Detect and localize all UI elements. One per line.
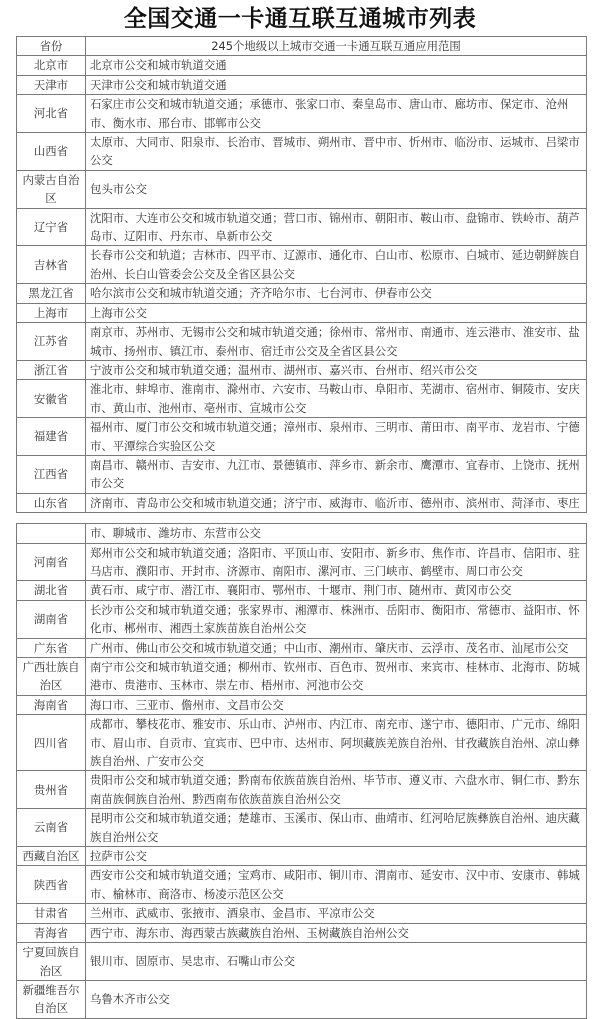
table-row — [17, 493, 587, 512]
province-cell: 山西省 — [17, 133, 86, 171]
table-row — [17, 56, 587, 75]
province-cell: 河北省 — [17, 95, 86, 133]
scope-cell: 乌鲁木齐市公交 — [86, 980, 587, 1018]
table-row — [17, 866, 587, 904]
scope-cell: 天津市公交和城市轨道交通 — [86, 75, 587, 94]
scope-cell: 包头市公交 — [86, 170, 587, 208]
scope-cell: 西安市公交和城市轨道交通；宝鸡市、咸阳市、铜川市、渭南市、延安市、汉中市、安康市、韩城市、榆林市、商洛市、杨凌示范区公交 — [86, 866, 587, 904]
scope-cell: 海口市、三亚市、儋州市、文昌市公交 — [86, 695, 587, 714]
table-row — [17, 809, 587, 847]
table-row — [17, 715, 587, 771]
table-row — [17, 95, 587, 133]
table-row — [17, 455, 587, 493]
table-row — [17, 904, 587, 923]
scope-cell: 上海市公交 — [86, 303, 587, 322]
table-row — [17, 847, 587, 866]
province-cell: 吉林省 — [17, 246, 86, 284]
table-row — [17, 638, 587, 657]
scope-cell: 兰州市、武威市、张掖市、酒泉市、金昌市、平凉市公交 — [86, 904, 587, 923]
scope-cell: 淮北市、蚌埠市、淮南市、滁州市、六安市、马鞍山市、阜阳市、芜湖市、宿州市、铜陵市、安庆市、黄山市、池州市、亳州市、宣城市公交 — [86, 380, 587, 418]
province-cell: 黑龙江省 — [17, 284, 86, 303]
table-row — [17, 771, 587, 809]
city-table-part-1 — [16, 36, 587, 513]
scope-cell: 黄石市、咸宁市、潜江市、襄阳市、鄂州市、十堰市、荆门市、随州市、黄冈市公交 — [86, 581, 587, 600]
scope-cell: 宁波市公交和城市轨道交通；温州市、湖州市、嘉兴市、台州市、绍兴市公交 — [86, 360, 587, 379]
province-cell: 河南省 — [17, 543, 86, 581]
city-table-part-2 — [16, 523, 587, 1019]
province-cell: 西藏自治区 — [17, 847, 86, 866]
header-province: 省份 — [17, 37, 86, 56]
province-cell: 海南省 — [17, 695, 86, 714]
table-row — [17, 284, 587, 303]
scope-cell: 长春市公交和轨道；吉林市、四平市、辽源市、通化市、白山市、松原市、白城市、延边朝鲜族自治州、长白山管委会公交及全省区县公交 — [86, 246, 587, 284]
table-row — [17, 600, 587, 638]
table-row — [17, 980, 587, 1018]
table-row — [17, 543, 587, 581]
table-row — [17, 658, 587, 696]
scope-cell: 福州市、厦门市公交和城市轨道交通；漳州市、泉州市、三明市、莆田市、南平市、龙岩市、宁德市、平潭综合实验区公交 — [86, 418, 587, 456]
page-title: 全国交通一卡通互联互通城市列表 — [123, 6, 477, 32]
province-cell: 福建省 — [17, 418, 86, 456]
table-row — [17, 208, 587, 246]
province-cell: 湖南省 — [17, 600, 86, 638]
table-row — [17, 170, 587, 208]
province-cell: 宁夏回族自治区 — [17, 943, 86, 981]
table-row — [17, 246, 587, 284]
province-cell: 陕西省 — [17, 866, 86, 904]
province-cell: 浙江省 — [17, 360, 86, 379]
scope-cell: 南昌市、赣州市、吉安市、九江市、景德镇市、萍乡市、新余市、鹰潭市、宜春市、上饶市、抚州市公交 — [86, 455, 587, 493]
scope-cell: 成都市、攀枝花市、雅安市、乐山市、泸州市、内江市、南充市、遂宁市、德阳市、广元市、绵阳市、眉山市、自贡市、宜宾市、巴中市、达州市、阿坝藏族羌族自治州、甘孜藏族自治州、凉山彝族自治州、广安市公交 — [86, 715, 587, 771]
province-cell: 江西省 — [17, 455, 86, 493]
table-row — [17, 303, 587, 322]
table-row — [17, 524, 587, 543]
scope-cell: 长沙市公交和城市轨道交通；张家界市、湘潭市、株洲市、岳阳市、衡阳市、常德市、益阳市、怀化市、郴州市、湘西土家族苗族自治州公交 — [86, 600, 587, 638]
header-scope: 245个地级以上城市交通一卡通互联互通应用范围 — [86, 37, 587, 56]
scope-cell: 银川市、固原市、吴忠市、石嘴山市公交 — [86, 943, 587, 981]
province-cell: 江苏省 — [17, 323, 86, 361]
scope-cell: 广州市、佛山市公交和城市轨道交通；中山市、潮州市、肇庆市、云浮市、茂名市、汕尾市公交 — [86, 638, 587, 657]
scope-cell: 市、聊城市、潍坊市、东营市公交 — [86, 524, 587, 543]
province-cell: 广西壮族自治区 — [17, 658, 86, 696]
scope-cell: 西宁市、海东市、海西蒙古族藏族自治州、玉树藏族自治州公交 — [86, 923, 587, 942]
table-row — [17, 380, 587, 418]
scope-cell: 拉萨市公交 — [86, 847, 587, 866]
scope-cell: 贵阳市公交和城市轨道交通；黔南布依族苗族自治州、毕节市、遵义市、六盘水市、铜仁市、黔东南苗族侗族自治州、黔西南布依族苗族自治州公交 — [86, 771, 587, 809]
scope-cell: 石家庄市公交和城市轨道交通；承德市、张家口市、秦皇岛市、唐山市、廊坊市、保定市、沧州市、衡水市、邢台市、邯郸市公交 — [86, 95, 587, 133]
table-row — [17, 418, 587, 456]
province-cell: 辽宁省 — [17, 208, 86, 246]
province-cell: 北京市 — [17, 56, 86, 75]
province-cell: 云南省 — [17, 809, 86, 847]
province-cell: 甘肃省 — [17, 904, 86, 923]
scope-cell: 南京市、苏州市、无锡市公交和城市轨道交通；徐州市、常州市、南通市、连云港市、淮安市、盐城市、扬州市、镇江市、泰州市、宿迁市公交及全省区县公交 — [86, 323, 587, 361]
scope-cell: 济南市、青岛市公交和城市轨道交通；济宁市、威海市、临沂市、德州市、滨州市、菏泽市、枣庄 — [86, 493, 587, 512]
table-row — [17, 75, 587, 94]
province-cell: 广东省 — [17, 638, 86, 657]
table-row — [17, 923, 587, 942]
table-row — [17, 323, 587, 361]
table-row — [17, 943, 587, 981]
province-cell: 天津市 — [17, 75, 86, 94]
province-cell: 贵州省 — [17, 771, 86, 809]
table-row — [17, 133, 587, 171]
province-cell: 四川省 — [17, 715, 86, 771]
province-cell — [17, 524, 86, 543]
province-cell: 内蒙古自治区 — [17, 170, 86, 208]
scope-cell: 北京市公交和城市轨道交通 — [86, 56, 587, 75]
scope-cell: 南宁市公交和城市轨道交通；柳州市、钦州市、百色市、贺州市、来宾市、桂林市、北海市、防城港市、贵港市、玉林市、崇左市、梧州市、河池市公交 — [86, 658, 587, 696]
province-cell: 新疆维吾尔自治区 — [17, 980, 86, 1018]
table-row — [17, 360, 587, 379]
scope-cell: 沈阳市、大连市公交和城市轨道交通；营口市、锦州市、朝阳市、鞍山市、盘锦市、铁岭市、葫芦岛市、辽阳市、丹东市、阜新市公交 — [86, 208, 587, 246]
province-cell: 上海市 — [17, 303, 86, 322]
province-cell: 青海省 — [17, 923, 86, 942]
table-header-row — [17, 37, 587, 56]
scope-cell: 郑州市公交和城市轨道交通；洛阳市、平顶山市、安阳市、新乡市、焦作市、许昌市、信阳市、驻马店市、濮阳市、开封市、济源市、南阳市、漯河市、三门峡市、鹤壁市、周口市公交 — [86, 543, 587, 581]
scope-cell: 哈尔滨市公交和城市轨道交通；齐齐哈尔市、七台河市、伊春市公交 — [86, 284, 587, 303]
scope-cell: 昆明市公交和城市轨道交通；楚雄市、玉溪市、保山市、曲靖市、红河哈尼族彝族自治州、迪庆藏族自治州公交 — [86, 809, 587, 847]
province-cell: 山东省 — [17, 493, 86, 512]
scope-cell: 太原市、大同市、阳泉市、长治市、晋城市、朔州市、晋中市、忻州市、临汾市、运城市、吕梁市公交 — [86, 133, 587, 171]
table-row — [17, 695, 587, 714]
province-cell: 安徽省 — [17, 380, 86, 418]
province-cell: 湖北省 — [17, 581, 86, 600]
table-row — [17, 581, 587, 600]
